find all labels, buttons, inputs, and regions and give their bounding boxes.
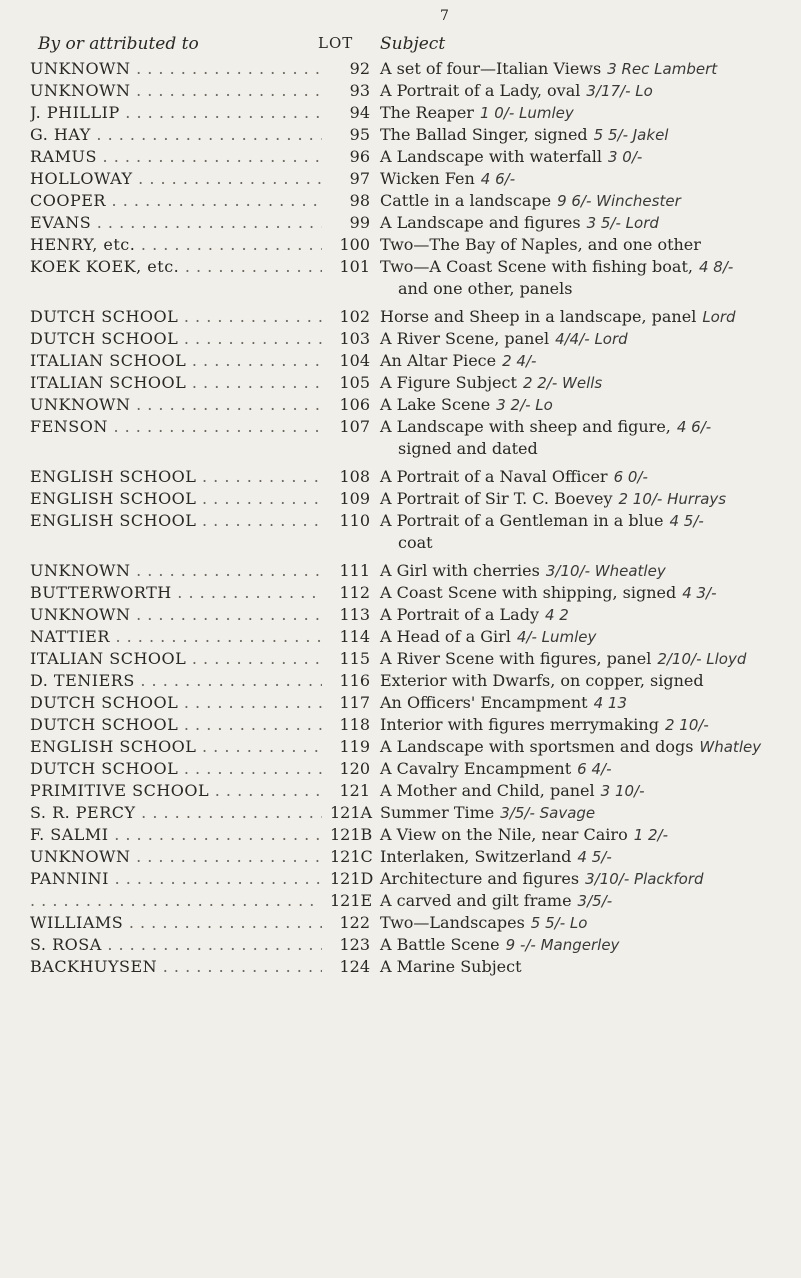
subject-text: A Portrait of a Gentleman in a blue [380, 511, 664, 530]
artist-name: UNKNOWN . . . [30, 846, 322, 868]
lot-number: 97 [349, 169, 370, 188]
subject-text: A Battle Scene [380, 935, 500, 954]
table-row [30, 146, 790, 168]
lot-subject [380, 604, 569, 626]
subject-text: The Reaper [380, 103, 474, 122]
artist-name: DUTCH SCHOOL . . . [30, 306, 322, 328]
lot-subject [380, 758, 612, 780]
subject-text: Two—Landscapes [380, 913, 525, 932]
lot-number: 124 [339, 957, 370, 976]
handwritten-note: 3 Rec Lambert [607, 60, 718, 78]
lot-number: 105 [339, 373, 370, 392]
lot-subject [380, 956, 528, 978]
table-row [30, 372, 790, 394]
subject-text: A Portrait of a Lady [380, 605, 539, 624]
header-lot: LOT [318, 34, 354, 52]
lot-subject [380, 124, 668, 146]
handwritten-note: 3/17/- Lo [586, 82, 653, 100]
lot-number: 104 [339, 351, 370, 370]
artist-name: UNKNOWN . . . [30, 604, 322, 626]
handwritten-note: 6 0/- [613, 468, 648, 486]
handwritten-note: 4/4/- Lord [555, 330, 628, 348]
table-row [30, 736, 790, 758]
handwritten-note: 3/10/- Plackford [585, 870, 704, 888]
table-row [30, 890, 790, 912]
handwritten-note: 2 2/- Wells [522, 374, 603, 392]
table-row [30, 802, 790, 824]
artist-name: DUTCH SCHOOL . . . [30, 692, 322, 714]
table-row [30, 868, 790, 890]
table-row [30, 350, 790, 372]
lot-number: 121B [330, 825, 373, 844]
lot-subject [380, 582, 717, 604]
lot-number: 106 [339, 395, 370, 414]
table-row [30, 846, 790, 868]
subject-text: A Cavalry Encampment [380, 759, 572, 778]
lot-number: 93 [349, 81, 370, 100]
subject-continuation: and one other, panels [398, 279, 573, 298]
handwritten-note: 3 2/- Lo [496, 396, 553, 414]
handwritten-note: 3/5/- [577, 892, 613, 910]
subject-text: A Landscape with sportsmen and dogs [380, 737, 694, 756]
subject-text: A Landscape with sheep and figure, [380, 417, 671, 436]
artist-name: COOPER . . . [30, 190, 322, 212]
handwritten-note: 1 2/- [633, 826, 669, 844]
artist-name: ENGLISH SCHOOL . . . [30, 510, 322, 532]
handwritten-note: 9 6/- Winchester [557, 192, 681, 210]
artist-name: RAMUS . . . [30, 146, 322, 168]
table-row [30, 604, 790, 626]
table-row [30, 80, 790, 102]
subject-text: Wicken Fen [380, 169, 475, 188]
subject-text: A Figure Subject [380, 373, 517, 392]
table-row [30, 124, 790, 146]
subject-text: Interior with figures merrymaking [380, 715, 659, 734]
lot-number: 121 [339, 781, 370, 800]
lot-subject [380, 934, 619, 956]
subject-text: A Portrait of a Naval Officer [380, 467, 608, 486]
subject-text: An Altar Piece [380, 351, 497, 370]
lot-subject [380, 560, 666, 582]
artist-name: NATTIER . . . [30, 626, 322, 648]
lot-number: 117 [339, 693, 370, 712]
subject-text: A Girl with cherries [380, 561, 540, 580]
handwritten-note: 5 5/- Lo [530, 914, 588, 932]
lot-number: 107 [339, 417, 370, 436]
artist-name [30, 890, 322, 912]
handwritten-note: 9 -/- Mangerley [505, 936, 620, 954]
table-row [30, 934, 790, 956]
artist-name: ENGLISH SCHOOL . . . [30, 466, 322, 488]
subject-continuation: coat [398, 533, 433, 552]
artist-name: UNKNOWN . . . [30, 58, 322, 80]
handwritten-note: 2 4/- [502, 352, 537, 370]
lot-number: 121E [330, 891, 373, 910]
lot-number: 110 [339, 511, 370, 530]
lot-subject [380, 670, 710, 692]
lot-subject [380, 846, 612, 868]
lot-subject [380, 912, 587, 934]
handwritten-note: 3 5/- Lord [586, 214, 659, 232]
subject-text: A Lake Scene [380, 395, 491, 414]
handwritten-note: 3/10/- Wheatley [545, 562, 666, 580]
lot-subject [380, 58, 717, 80]
lot-number: 123 [339, 935, 370, 954]
artist-name: DUTCH SCHOOL . . . [30, 328, 322, 350]
table-row [30, 58, 790, 80]
handwritten-note: 4 6/- [480, 170, 516, 188]
subject-text: Cattle in a landscape [380, 191, 552, 210]
artist-name: UNKNOWN . . . [30, 80, 322, 102]
lot-number: 94 [349, 103, 370, 122]
lot-number: 121A [330, 803, 373, 822]
handwritten-note: 4/- Lumley [516, 628, 597, 646]
artist-name: KOEK KOEK, etc. . . . [30, 256, 322, 278]
artist-name: BUTTERWORTH . . . [30, 582, 322, 604]
auction-lot-table [30, 58, 790, 978]
lot-subject [380, 488, 726, 510]
lot-subject [380, 780, 645, 802]
lot-subject [380, 714, 709, 736]
subject-text: A Landscape with waterfall [380, 147, 602, 166]
table-row [30, 956, 790, 978]
handwritten-note: 3/5/- Savage [500, 804, 596, 822]
artist-name: PRIMITIVE SCHOOL . . . [30, 780, 322, 802]
lot-subject [380, 328, 628, 350]
lot-number: 109 [339, 489, 370, 508]
artist-name: DUTCH SCHOOL . . . [30, 758, 322, 780]
lot-number: 113 [339, 605, 370, 624]
lot-number: 116 [339, 671, 370, 690]
lot-number: 92 [349, 59, 370, 78]
table-row [30, 670, 790, 692]
table-row [30, 102, 790, 124]
lot-number: 120 [339, 759, 370, 778]
lot-number: 121C [330, 847, 373, 866]
handwritten-note: 4 5/- [577, 848, 612, 866]
table-row [30, 692, 790, 714]
handwritten-note: 4 8/- [698, 258, 734, 276]
page-number: 7 [440, 8, 449, 24]
table-row [30, 648, 790, 670]
artist-name: EVANS . . . [30, 212, 322, 234]
table-row [30, 306, 790, 328]
handwritten-note: 4 6/- [676, 418, 712, 436]
table-row [30, 510, 790, 550]
lot-number: 122 [339, 913, 370, 932]
artist-name: HENRY, etc. . . . [30, 234, 322, 256]
artist-name: S. ROSA . . . [30, 934, 322, 956]
table-row [30, 256, 790, 296]
subject-text: Interlaken, Switzerland [380, 847, 572, 866]
subject-text: A Head of a Girl [380, 627, 511, 646]
table-row [30, 212, 790, 234]
artist-name: ITALIAN SCHOOL . . . [30, 350, 322, 372]
table-row [30, 780, 790, 802]
handwritten-note: 5 5/- Jakel [593, 126, 669, 144]
artist-name: UNKNOWN . . . [30, 394, 322, 416]
table-row [30, 824, 790, 846]
lot-subject [380, 350, 536, 372]
table-row [30, 416, 790, 456]
table-row [30, 714, 790, 736]
handwritten-note: 4 5/- [669, 512, 704, 530]
artist-name: PANNINI . . . [30, 868, 322, 890]
handwritten-note: 3 0/- [607, 148, 643, 166]
lot-subject [380, 394, 553, 416]
subject-text: A Landscape and figures [380, 213, 581, 232]
lot-number: 121D [330, 869, 374, 888]
lot-subject [380, 510, 704, 554]
artist-name: FENSON . . . [30, 416, 322, 438]
artist-name: D. TENIERS . . . [30, 670, 322, 692]
lot-subject [380, 102, 574, 124]
subject-text: Architecture and figures [380, 869, 580, 888]
subject-text: A Mother and Child, panel [380, 781, 595, 800]
subject-text: A River Scene with figures, panel [380, 649, 652, 668]
lot-subject [380, 648, 746, 670]
artist-name: DUTCH SCHOOL . . . [30, 714, 322, 736]
lot-subject [380, 890, 612, 912]
lot-subject [380, 212, 659, 234]
lot-subject [380, 824, 668, 846]
subject-text: A View on the Nile, near Cairo [380, 825, 628, 844]
handwritten-note: 2/10/- Lloyd [657, 650, 747, 668]
handwritten-note: Whatley [699, 738, 762, 756]
lot-subject [380, 168, 515, 190]
lot-subject [380, 306, 736, 328]
lot-number: 111 [339, 561, 370, 580]
lot-subject [380, 146, 642, 168]
artist-name: G. HAY . . . [30, 124, 322, 146]
artist-name: ITALIAN SCHOOL . . . [30, 372, 322, 394]
artist-name: BACKHUYSEN . . . [30, 956, 322, 978]
table-row [30, 626, 790, 648]
lot-number: 98 [349, 191, 370, 210]
lot-number: 95 [349, 125, 370, 144]
subject-text: An Officers' Encampment [380, 693, 588, 712]
table-row [30, 488, 790, 510]
lot-subject [380, 256, 733, 300]
lot-subject [380, 190, 681, 212]
table-row [30, 328, 790, 350]
lot-number: 112 [339, 583, 370, 602]
table-row [30, 394, 790, 416]
subject-text: Horse and Sheep in a landscape, panel [380, 307, 697, 326]
artist-name: ENGLISH SCHOOL . . . [30, 488, 322, 510]
lot-number: 96 [349, 147, 370, 166]
subject-text: A carved and gilt frame [380, 891, 572, 910]
table-row [30, 466, 790, 488]
lot-number: 114 [339, 627, 370, 646]
lot-number: 118 [339, 715, 370, 734]
subject-text: A Portrait of a Lady, oval [380, 81, 581, 100]
table-row [30, 758, 790, 780]
lot-subject [380, 372, 602, 394]
lot-subject [380, 868, 704, 890]
lot-subject [380, 416, 711, 460]
lot-subject [380, 802, 595, 824]
artist-name: UNKNOWN . . . [30, 560, 322, 582]
lot-number: 108 [339, 467, 370, 486]
table-row [30, 190, 790, 212]
artist-name: S. R. PERCY . . . [30, 802, 322, 824]
subject-text: Two—A Coast Scene with fishing boat, [380, 257, 693, 276]
subject-text: A Portrait of Sir T. C. Boevey [380, 489, 613, 508]
table-row [30, 234, 790, 256]
handwritten-note: 6 4/- [577, 760, 612, 778]
lot-subject [380, 626, 596, 648]
handwritten-note: 2 10/- [664, 716, 709, 734]
handwritten-note: 2 10/- Hurrays [618, 490, 727, 508]
header-by: By or attributed to [38, 34, 199, 54]
table-row [30, 582, 790, 604]
handwritten-note: 3 10/- [600, 782, 645, 800]
subject-text: A Marine Subject [380, 957, 522, 976]
subject-text: Exterior with Dwarfs, on copper, signed [380, 671, 704, 690]
lot-subject [380, 692, 627, 714]
lot-subject [380, 80, 653, 102]
artist-name: ENGLISH SCHOOL . . . [30, 736, 322, 758]
lot-number: 99 [349, 213, 370, 232]
lot-subject [380, 736, 761, 758]
header-subject: Subject [380, 34, 446, 54]
handwritten-note: 4 13 [593, 694, 627, 712]
handwritten-note: 1 0/- Lumley [479, 104, 574, 122]
artist-name: ITALIAN SCHOOL . . . [30, 648, 322, 670]
artist-name: WILLIAMS . . . [30, 912, 322, 934]
handwritten-note: 4 2 [545, 606, 569, 624]
table-row [30, 912, 790, 934]
lot-number: 101 [339, 257, 370, 276]
table-row [30, 560, 790, 582]
artist-name: F. SALMI . . . [30, 824, 322, 846]
handwritten-note: 4 3/- [682, 584, 717, 602]
lot-number: 115 [339, 649, 370, 668]
lot-subject [380, 234, 707, 256]
subject-text: A set of four—Italian Views [380, 59, 602, 78]
artist-name: J. PHILLIP . . . [30, 102, 322, 124]
subject-continuation: signed and dated [398, 439, 538, 458]
lot-number: 100 [339, 235, 370, 254]
lot-number: 102 [339, 307, 370, 326]
subject-text: The Ballad Singer, signed [380, 125, 588, 144]
lot-number: 103 [339, 329, 370, 348]
handwritten-note: Lord [702, 308, 736, 326]
subject-text: Two—The Bay of Naples, and one other [380, 235, 701, 254]
subject-text: Summer Time [380, 803, 495, 822]
artist-name: HOLLOWAY . . . [30, 168, 322, 190]
table-row [30, 168, 790, 190]
lot-number: 119 [339, 737, 370, 756]
subject-text: A River Scene, panel [380, 329, 550, 348]
lot-subject [380, 466, 648, 488]
subject-text: A Coast Scene with shipping, signed [380, 583, 677, 602]
